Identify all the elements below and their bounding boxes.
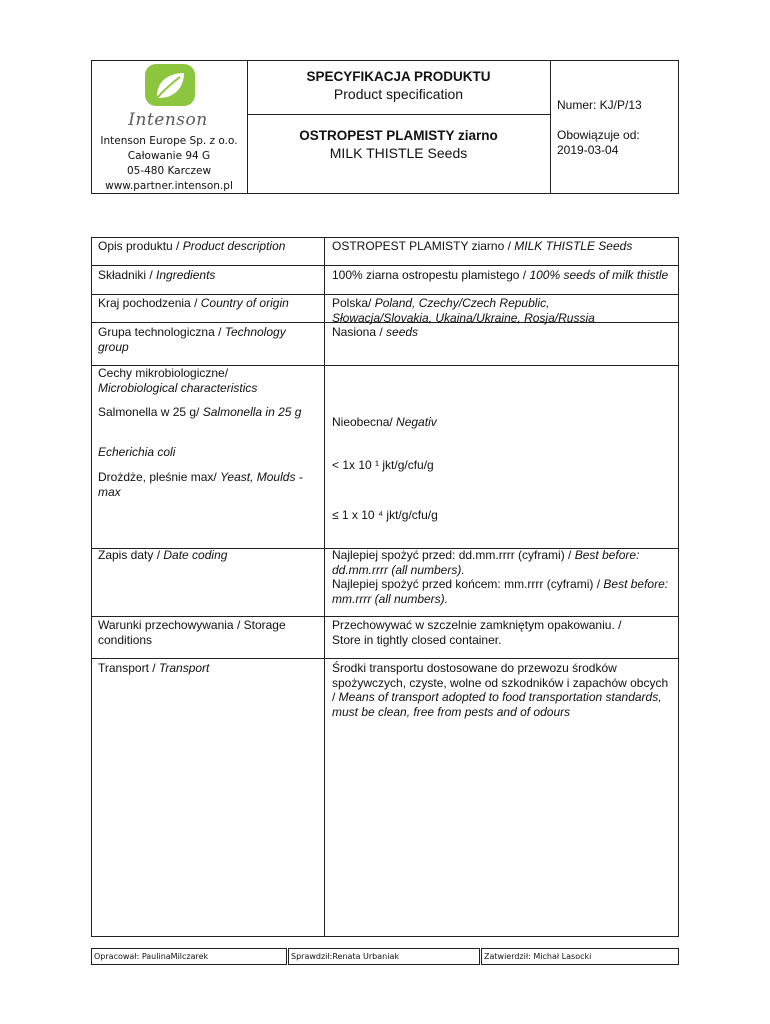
doc-number: Numer: KJ/P/13 <box>557 98 642 112</box>
product-name-pl: OSTROPEST PLAMISTY ziarno <box>299 128 498 143</box>
row-storage-label: Warunki przechowywania / Storage conditions <box>98 618 286 647</box>
company-address <box>93 134 245 194</box>
row-micro-ecoli-label: Echerichia coli <box>98 445 176 459</box>
spec-title-en: Product specification <box>333 86 464 102</box>
row-micro-yeast-value: ≤ 1 x 10 ⁴ jkt/g/cfu/g <box>332 508 438 522</box>
product-name <box>247 128 550 161</box>
table-column-divider <box>324 238 325 936</box>
spec-title <box>247 69 550 102</box>
row-group-label: Grupa technologiczna / Technology group <box>98 325 286 354</box>
company-street: Całowanie 94 G <box>127 150 211 162</box>
row-origin-label: Kraj pochodzenia / Country of origin <box>98 296 289 310</box>
row-micro-salmonella-label: Salmonella w 25 g/ Salmonella in 25 g <box>98 405 302 419</box>
row-date-coding-value: Najlepiej spożyć przed: dd.mm.rrrr (cyframi) / Best before: dd.mm.rrrr (all numbers). Najlepiej spożyć przed końcem: mm.rrrr (cyframi) / Best before: mm.rrrr (all numbers). <box>332 548 669 606</box>
row-ingredients-value: 100% ziarna ostropestu plamistego / 100% seeds of milk thistle <box>332 268 669 282</box>
row-date-coding-label: Zapis daty / Date coding <box>98 548 228 562</box>
row-group-value: Nasiona / seeds <box>332 325 419 339</box>
row-ingredients-label: Składniki / Ingredients <box>98 268 216 282</box>
company-name: Intenson Europe Sp. z o.o. <box>100 135 238 147</box>
row-micro-header: Cechy mikrobiologiczne/ Microbiological characteristics <box>98 366 258 395</box>
header-divider-right <box>550 61 551 193</box>
footer-prepared-by: Opracował: PaulinaMilczarek <box>91 948 287 965</box>
spec-title-pl: SPECYFIKACJA PRODUKTU <box>306 69 491 84</box>
header-divider-middle <box>247 114 550 115</box>
row-origin-value: Polska/ Poland, Czechy/Czech Republic, Słowacja/Slovakia, Ukaina/Ukraine, Rosja/Russia <box>332 296 595 325</box>
row-storage-value: Przechowywać w szczelnie zamkniętym opakowaniu. / Store in tightly closed container. <box>332 618 622 647</box>
footer-approved-by: Zatwierdził: Michał Lasocki <box>481 948 679 965</box>
row-description-label: Opis produktu / Product description <box>98 239 286 253</box>
row-micro-ecoli-value: < 1x 10 ¹ jkt/g/cfu/g <box>332 458 434 472</box>
product-name-en: MILK THISTLE Seeds <box>329 145 468 161</box>
valid-from-label: Obowiązuje od: <box>557 128 640 142</box>
row-divider <box>92 265 678 266</box>
company-logo-text: Intenson <box>128 110 208 130</box>
row-divider <box>92 294 678 295</box>
row-micro-salmonella-value: Nieobecna/ Negativ <box>332 415 437 429</box>
company-city: 05-480 Karczew <box>126 165 212 177</box>
row-micro-yeast-label: Drożdże, pleśnie max/ Yeast, Moulds - max <box>98 470 303 499</box>
row-transport-value: Środki transportu dostosowane do przewozu środków spożywczych, czyste, wolne od szkodników i zapachów obcych / Means of transport adopted to food transportation standards, must be clean, free from pests and of odours <box>332 661 669 719</box>
row-description-value: OSTROPEST PLAMISTY ziarno / MILK THISTLE Seeds <box>332 239 633 253</box>
valid-from-date: 2019-03-04 <box>557 143 619 157</box>
footer-checked-by: Sprawdził:Renata Urbaniak <box>288 948 480 965</box>
valid-from <box>557 128 640 158</box>
leaf-logo-icon <box>143 63 197 107</box>
row-divider <box>92 616 678 617</box>
row-transport-label: Transport / Transport <box>98 661 210 675</box>
company-website: www.partner.intenson.pl <box>105 180 233 192</box>
row-divider <box>92 658 678 659</box>
